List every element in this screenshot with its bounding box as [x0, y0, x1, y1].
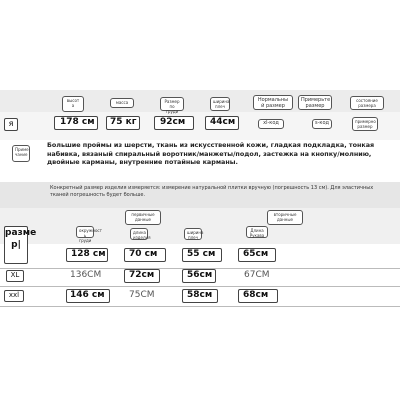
- row2-length: 72см: [129, 270, 155, 280]
- row3-length: 75СМ: [129, 290, 155, 300]
- row1-chest: 128 см: [71, 249, 106, 259]
- model-try-size-value: s-код: [312, 119, 332, 129]
- header-height: высот а: [62, 96, 84, 112]
- row2-size-label: XL: [6, 270, 24, 282]
- row-divider-2: [0, 286, 400, 287]
- row-divider-3: [0, 306, 400, 307]
- header-shoulder: ширина плеч: [210, 97, 230, 111]
- description-label: Приме чание: [12, 145, 30, 162]
- group-secondary-data: вторичные данные: [267, 210, 303, 225]
- model-row-label: я: [4, 118, 18, 131]
- header-weight: масса: [110, 98, 134, 108]
- model-weight-value: 75 кг: [110, 117, 137, 127]
- col-header-shoulder: ширина плеч: [184, 228, 202, 240]
- row2-shoulder: 56см: [187, 270, 213, 280]
- col-header-sleeve: Длина Рукава: [246, 226, 268, 238]
- row2-sleeve: 67СМ: [244, 270, 270, 280]
- model-height-value: 178 см: [60, 117, 95, 127]
- header-try-size: Примерьте размер: [298, 95, 332, 110]
- header-chest: Размер по груди: [160, 97, 184, 111]
- col-header-chest: окружност ь груди: [76, 226, 94, 238]
- row3-shoulder: 58см: [187, 290, 213, 300]
- row2-chest: 136СМ: [70, 270, 102, 280]
- model-shoulder-value: 44см: [210, 117, 236, 127]
- row3-chest: 146 см: [70, 290, 105, 300]
- col-header-length: длина изделия: [130, 228, 148, 240]
- header-normal-size: Нормальны й размер: [253, 95, 293, 110]
- model-size-status-value: примерно размер: [352, 117, 378, 131]
- header-size-status: состояние размера: [350, 96, 384, 110]
- row3-sleeve: 68см: [243, 290, 269, 300]
- group-primary-data: первичные данные: [125, 210, 161, 225]
- row3-size-label: xxl: [4, 290, 24, 302]
- size-column-header: разме р|: [4, 226, 28, 264]
- model-normal-size-value: xl-код: [258, 119, 284, 129]
- row1-shoulder: 55 см: [187, 249, 216, 259]
- size-note: Конкретный размер изделия измеряется: измерение натуральной плитки вручную (погрешность 13 см). Для эластичных тканей погрешность будет больше.: [50, 185, 374, 198]
- row1-length: 70 см: [129, 249, 158, 259]
- model-chest-value: 92см: [160, 117, 186, 127]
- row1-sleeve: 65см: [243, 249, 269, 259]
- model-header-band: [0, 90, 400, 112]
- description-text: Большие проймы из шерсти, ткань из искусственной кожи, гладкая подкладка, тонкая набивка, вязаный спиральный воротник/манжеты/подол, застежка на кнопку/молнию, двойные карманы, внутренние потайные карманы.: [47, 141, 375, 166]
